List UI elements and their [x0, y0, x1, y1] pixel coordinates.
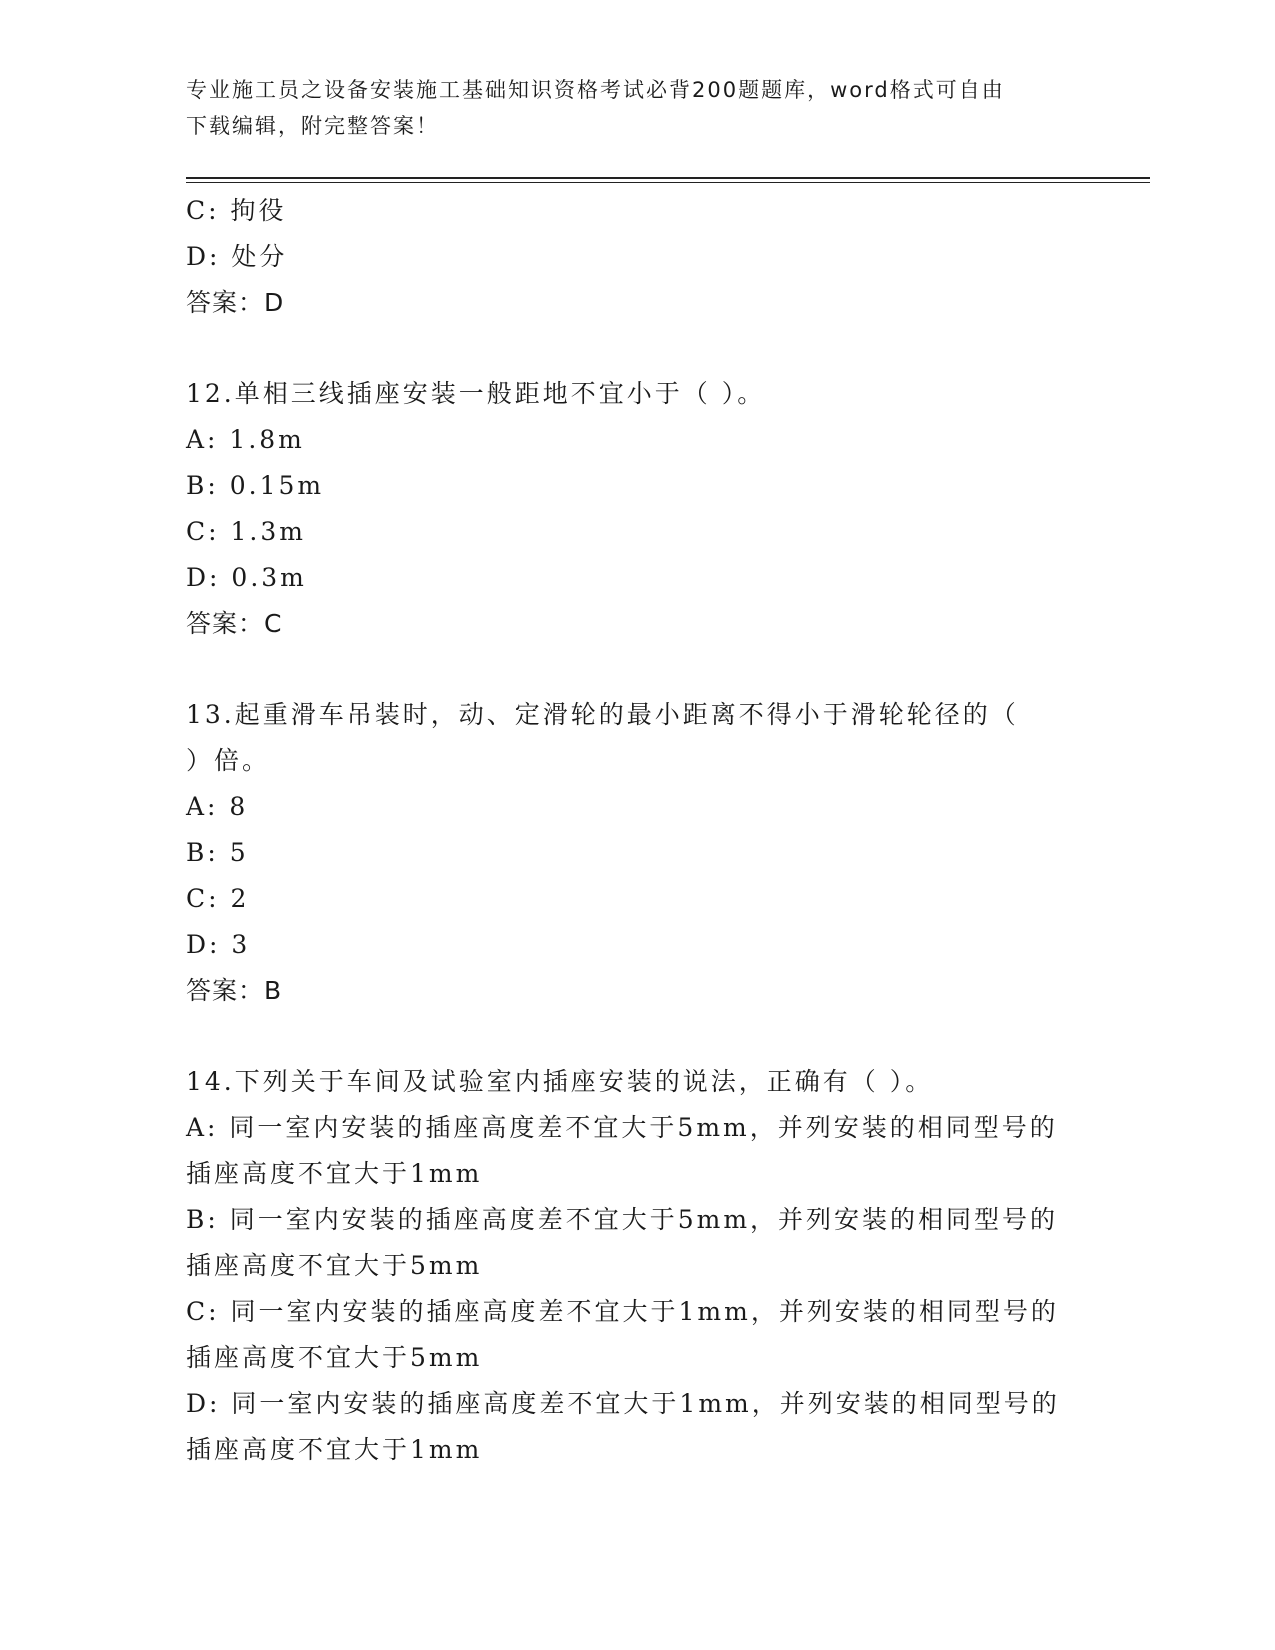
option-c: C: 2 — [186, 884, 250, 913]
header-divider-thin — [186, 182, 1150, 183]
option-a: A: 8 — [186, 792, 249, 821]
option-a: A: 同一室内安装的插座高度差不宜大于5mm，并列安装的相同型号的 — [186, 1113, 1058, 1142]
option-d: D: 0.3m — [186, 563, 307, 592]
option-d-continued: 插座高度不宜大于1mm — [186, 1435, 483, 1464]
answer: 答案：B — [186, 976, 283, 1005]
question-content — [186, 188, 1086, 1473]
answer: 答案：D — [186, 288, 285, 317]
option-d: D: 同一室内安装的插座高度差不宜大于1mm，并列安装的相同型号的 — [186, 1389, 1060, 1418]
header-line-1: 专业施工员之设备安装施工基础知识资格考试必背200题题库，word格式可自由 — [186, 78, 1005, 102]
option-d: D: 处分 — [186, 242, 288, 271]
header-line-2: 下载编辑，附完整答案！ — [186, 114, 439, 138]
question-stem-continued: ）倍。 — [186, 746, 271, 775]
option-c: C: 同一室内安装的插座高度差不宜大于1mm，并列安装的相同型号的 — [186, 1297, 1059, 1326]
question-stem: 13.起重滑车吊装时，动、定滑轮的最小距离不得小于滑轮轮径的（ — [186, 700, 1019, 729]
answer: 答案：C — [186, 609, 283, 638]
option-c: C: 拘役 — [186, 196, 287, 225]
question-14 — [186, 1059, 1086, 1473]
option-c-continued: 插座高度不宜大于5mm — [186, 1343, 483, 1372]
question-13 — [186, 692, 1086, 1014]
question-stem: 12.单相三线插座安装一般距地不宜小于（ ）。 — [186, 379, 766, 408]
question-12 — [186, 371, 1086, 647]
document-header — [186, 72, 1066, 144]
question-11-tail — [186, 188, 1086, 326]
option-b: B: 同一室内安装的插座高度差不宜大于5mm，并列安装的相同型号的 — [186, 1205, 1059, 1234]
option-b: B: 0.15m — [186, 471, 325, 500]
option-a: A: 1.8m — [186, 425, 305, 454]
header-divider-thick — [186, 177, 1150, 179]
option-c: C: 1.3m — [186, 517, 306, 546]
option-a-continued: 插座高度不宜大于1mm — [186, 1159, 483, 1188]
option-b-continued: 插座高度不宜大于5mm — [186, 1251, 483, 1280]
question-stem: 14.下列关于车间及试验室内插座安装的说法，正确有（ ）。 — [186, 1067, 934, 1096]
option-d: D: 3 — [186, 930, 251, 959]
option-b: B: 5 — [186, 838, 249, 867]
